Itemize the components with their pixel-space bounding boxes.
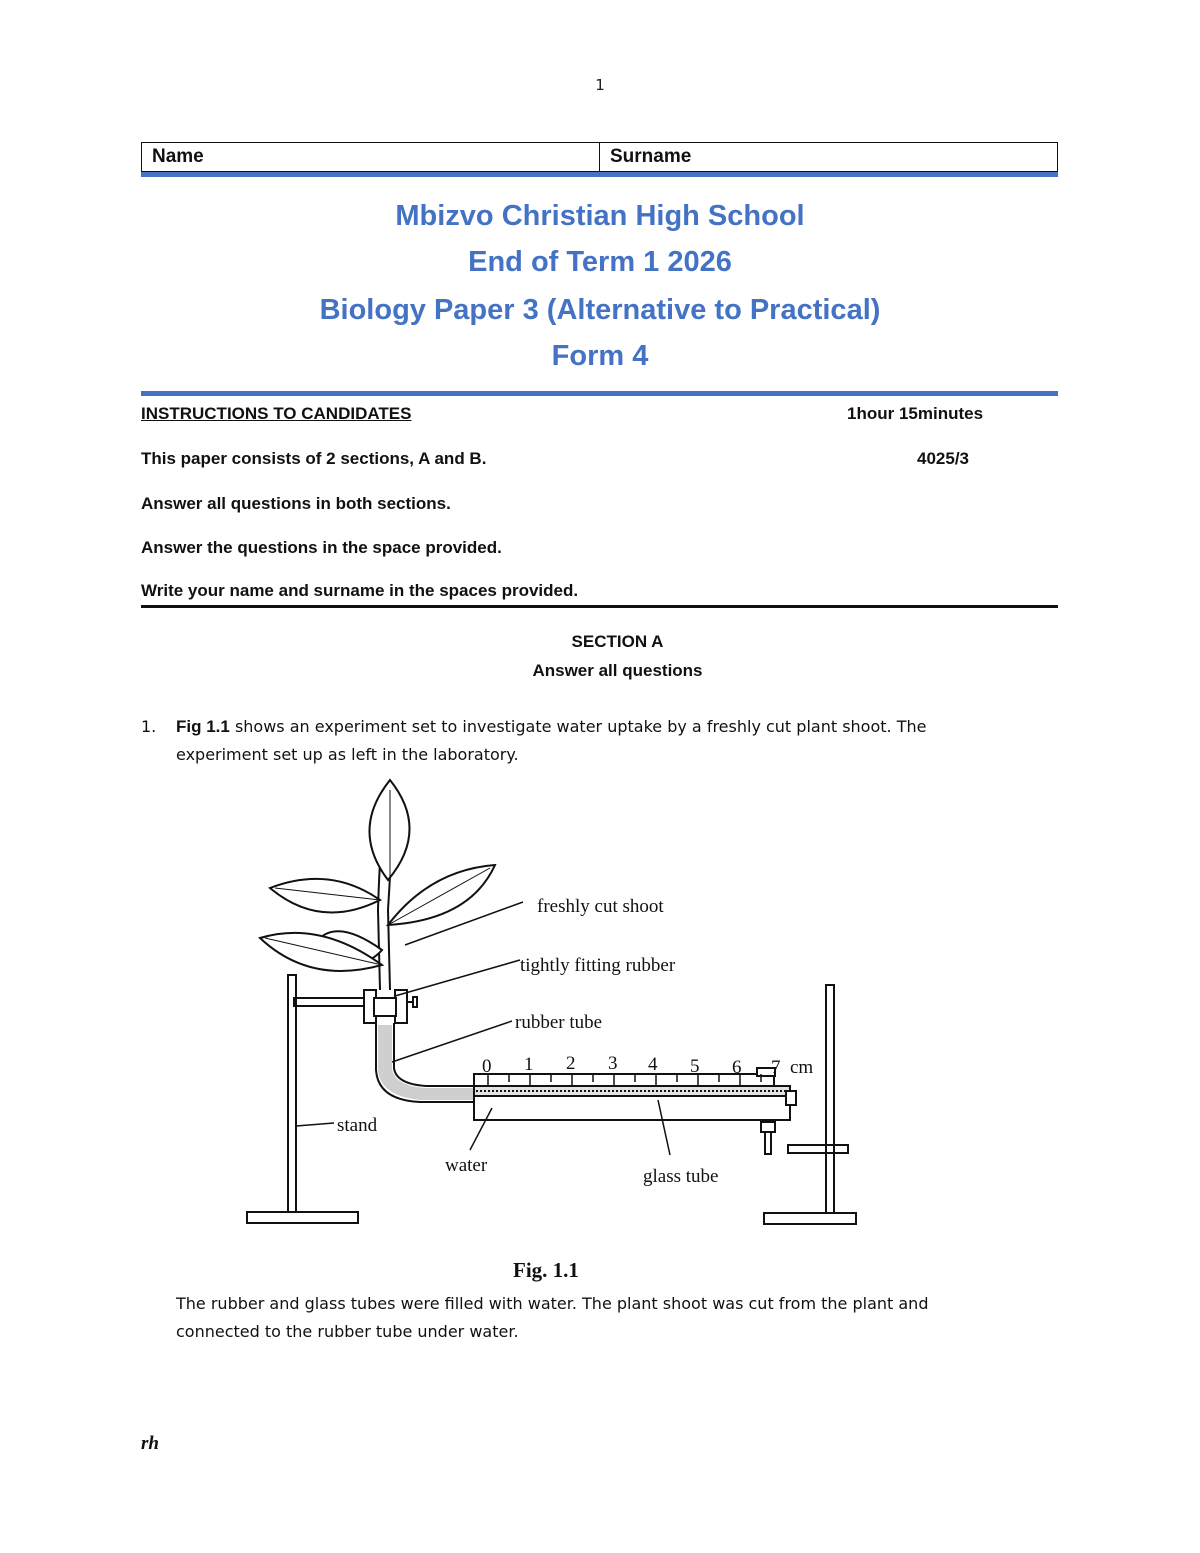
fig-reference: Fig 1.1 <box>176 717 230 736</box>
instruction-line-2: Answer all questions in both sections. <box>141 494 451 513</box>
tick-label-5: 5 <box>690 1056 700 1077</box>
experiment-figure <box>230 770 870 1290</box>
instruction-line-3: Answer the questions in the space provided. <box>141 538 502 557</box>
school-title: Mbizvo Christian High School <box>395 200 805 232</box>
question-1-line-1 <box>176 713 926 741</box>
name-field[interactable]: Name <box>152 146 204 167</box>
tick-label-3: 3 <box>608 1053 618 1074</box>
instruction-line-4: Write your name and surname in the spaces provided. <box>141 581 579 600</box>
name-surname-table <box>141 142 1058 172</box>
page-number: 1 <box>595 76 605 94</box>
duration: 1hour 15minutes <box>847 404 984 423</box>
tick-label-7: 7 <box>771 1057 781 1078</box>
header-bottom-rule <box>141 391 1058 396</box>
after-figure-line-1: The rubber and glass tubes were filled with water. The plant shoot was cut from the plant and <box>176 1294 929 1313</box>
ruler-scale <box>474 1068 775 1086</box>
glass-tube <box>474 1086 796 1120</box>
section-title: SECTION A <box>571 632 664 651</box>
tick-label-6: 6 <box>732 1057 742 1078</box>
figure-caption: Fig. 1.1 <box>513 1258 579 1282</box>
form-title: Form 4 <box>551 340 649 372</box>
label-rubber-tube: rubber tube <box>515 1012 603 1033</box>
instructions-bottom-rule <box>141 605 1058 608</box>
header-top-rule <box>141 172 1058 177</box>
paper-code: 4025/3 <box>917 449 969 468</box>
label-freshly-cut-shoot: freshly cut shoot <box>537 896 664 917</box>
label-stand: stand <box>337 1115 378 1136</box>
footer-initials: rh <box>141 1433 159 1454</box>
tick-label-2: 2 <box>566 1053 576 1074</box>
question-1-line-2: experiment set up as left in the laboratory. <box>176 745 519 764</box>
plant-leaves <box>260 780 495 971</box>
instructions-heading: INSTRUCTIONS TO CANDIDATES <box>141 404 412 423</box>
question-1-text: shows an experiment set to investigate water uptake by a freshly cut plant shoot. The <box>229 717 927 736</box>
unit-label: cm <box>790 1057 814 1078</box>
after-figure-line-2: connected to the rubber tube under water. <box>176 1322 519 1341</box>
left-retort-stand <box>247 975 379 1223</box>
question-number: 1. <box>141 717 157 736</box>
tick-label-4: 4 <box>648 1054 658 1075</box>
paper-title: Biology Paper 3 (Alternative to Practical) <box>319 294 881 326</box>
label-tightly-fitting-rubber: tightly fitting rubber <box>520 955 676 976</box>
rubber-bung-clamp <box>364 990 417 1023</box>
tick-label-1: 1 <box>524 1054 534 1075</box>
tick-label-0: 0 <box>482 1056 492 1077</box>
surname-field[interactable]: Surname <box>599 143 1057 171</box>
instruction-line-1: This paper consists of 2 sections, A and B. <box>141 449 487 468</box>
label-water: water <box>445 1155 488 1176</box>
term-title: End of Term 1 2026 <box>468 246 732 278</box>
section-subtitle: Answer all questions <box>532 661 703 680</box>
label-glass-tube: glass tube <box>643 1166 719 1187</box>
